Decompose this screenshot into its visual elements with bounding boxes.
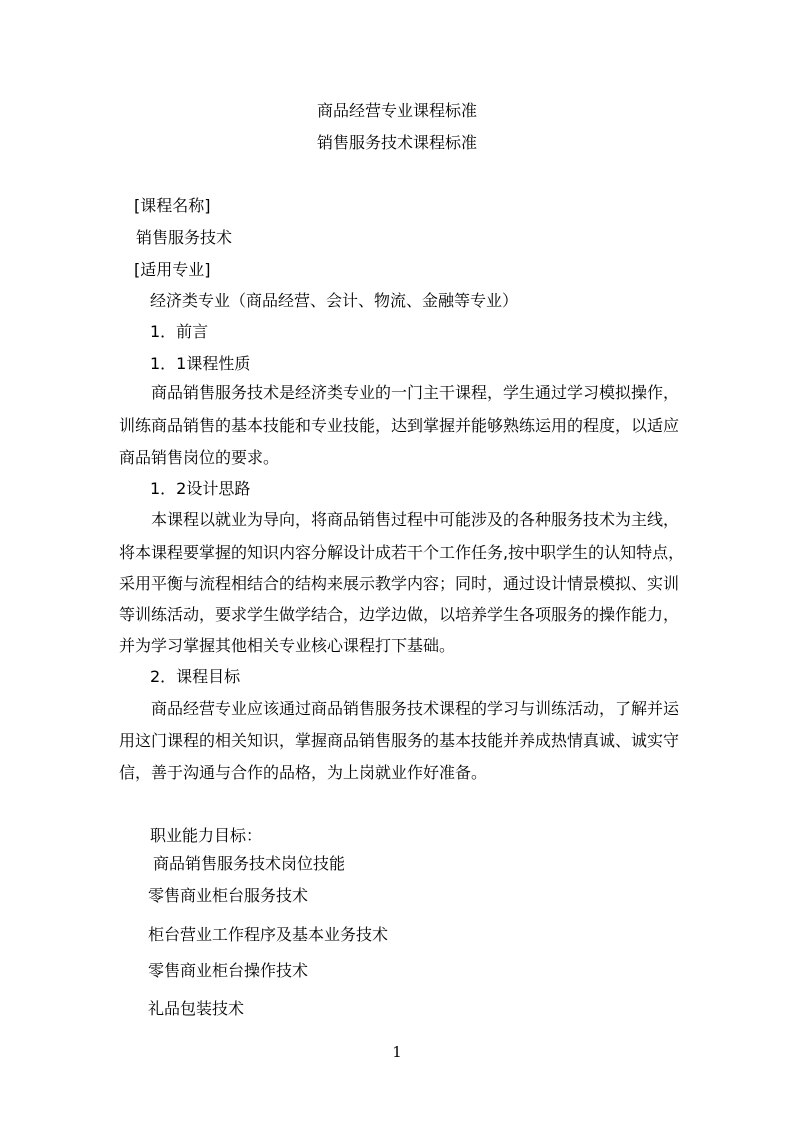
section-heading: 2．课程目标	[150, 667, 241, 686]
paragraph-line: 采用平衡与流程相结合的结构来展示教学内容；同时，通过设计情景模拟、实训	[119, 574, 680, 593]
paragraph-line: 用这门课程的相关知识，掌握商品销售服务的基本技能并养成热情真诚、诚实守	[119, 731, 680, 750]
ability-heading: 职业能力目标：	[150, 826, 263, 845]
paragraph-line: 本课程以就业为导向，将商品销售过程中可能涉及的各种服务技术为主线，	[151, 510, 680, 529]
ability-item: 礼品包装技术	[148, 999, 245, 1018]
ability-item: 零售商业柜台服务技术	[148, 886, 309, 905]
subsection-heading: 1．2设计思路	[150, 479, 251, 498]
paragraph-line: 信，善于沟通与合作的品格，为上岗就业作好准备。	[119, 763, 488, 782]
ability-item: 商品销售服务技术岗位技能	[153, 854, 346, 873]
course-name: 销售服务技术	[136, 228, 233, 247]
ability-item: 零售商业柜台操作技术	[148, 961, 309, 980]
paragraph-line: 商品经营专业应该通过商品销售服务技术课程的学习与训练活动，了解并运	[151, 699, 680, 718]
applicable-majors: 经济类专业（商品经营、会计、物流、金融等专业）	[150, 291, 519, 310]
paragraph-line: 商品销售服务技术是经济类专业的一门主干课程，学生通过学习模拟操作，	[151, 383, 680, 402]
page-title: 商品经营专业课程标准	[316, 101, 477, 120]
paragraph-line: 商品销售岗位的要求。	[119, 448, 280, 467]
paragraph-line: 训练商品销售的基本技能和专业技能，达到掌握并能够熟练运用的程度，以适应	[119, 416, 680, 435]
paragraph-line: 并为学习掌握其他相关专业核心课程打下基础。	[119, 636, 456, 655]
page-subtitle: 销售服务技术课程标准	[316, 133, 477, 152]
course-name-heading: [课程名称]	[134, 196, 211, 215]
subsection-heading: 1．1课程性质	[150, 354, 251, 373]
paragraph-line: 等训练活动，要求学生做学结合，边学边做，以培养学生各项服务的操作能力，	[119, 605, 680, 624]
section-heading: 1．前言	[150, 322, 209, 341]
paragraph-line: 将本课程要掌握的知识内容分解设计成若干个工作任务,按中职学生的认知特点，	[119, 543, 685, 562]
applicable-heading: [适用专业]	[134, 260, 211, 279]
page-number: 1	[392, 1043, 402, 1061]
ability-item: 柜台营业工作程序及基本业务技术	[148, 925, 389, 944]
